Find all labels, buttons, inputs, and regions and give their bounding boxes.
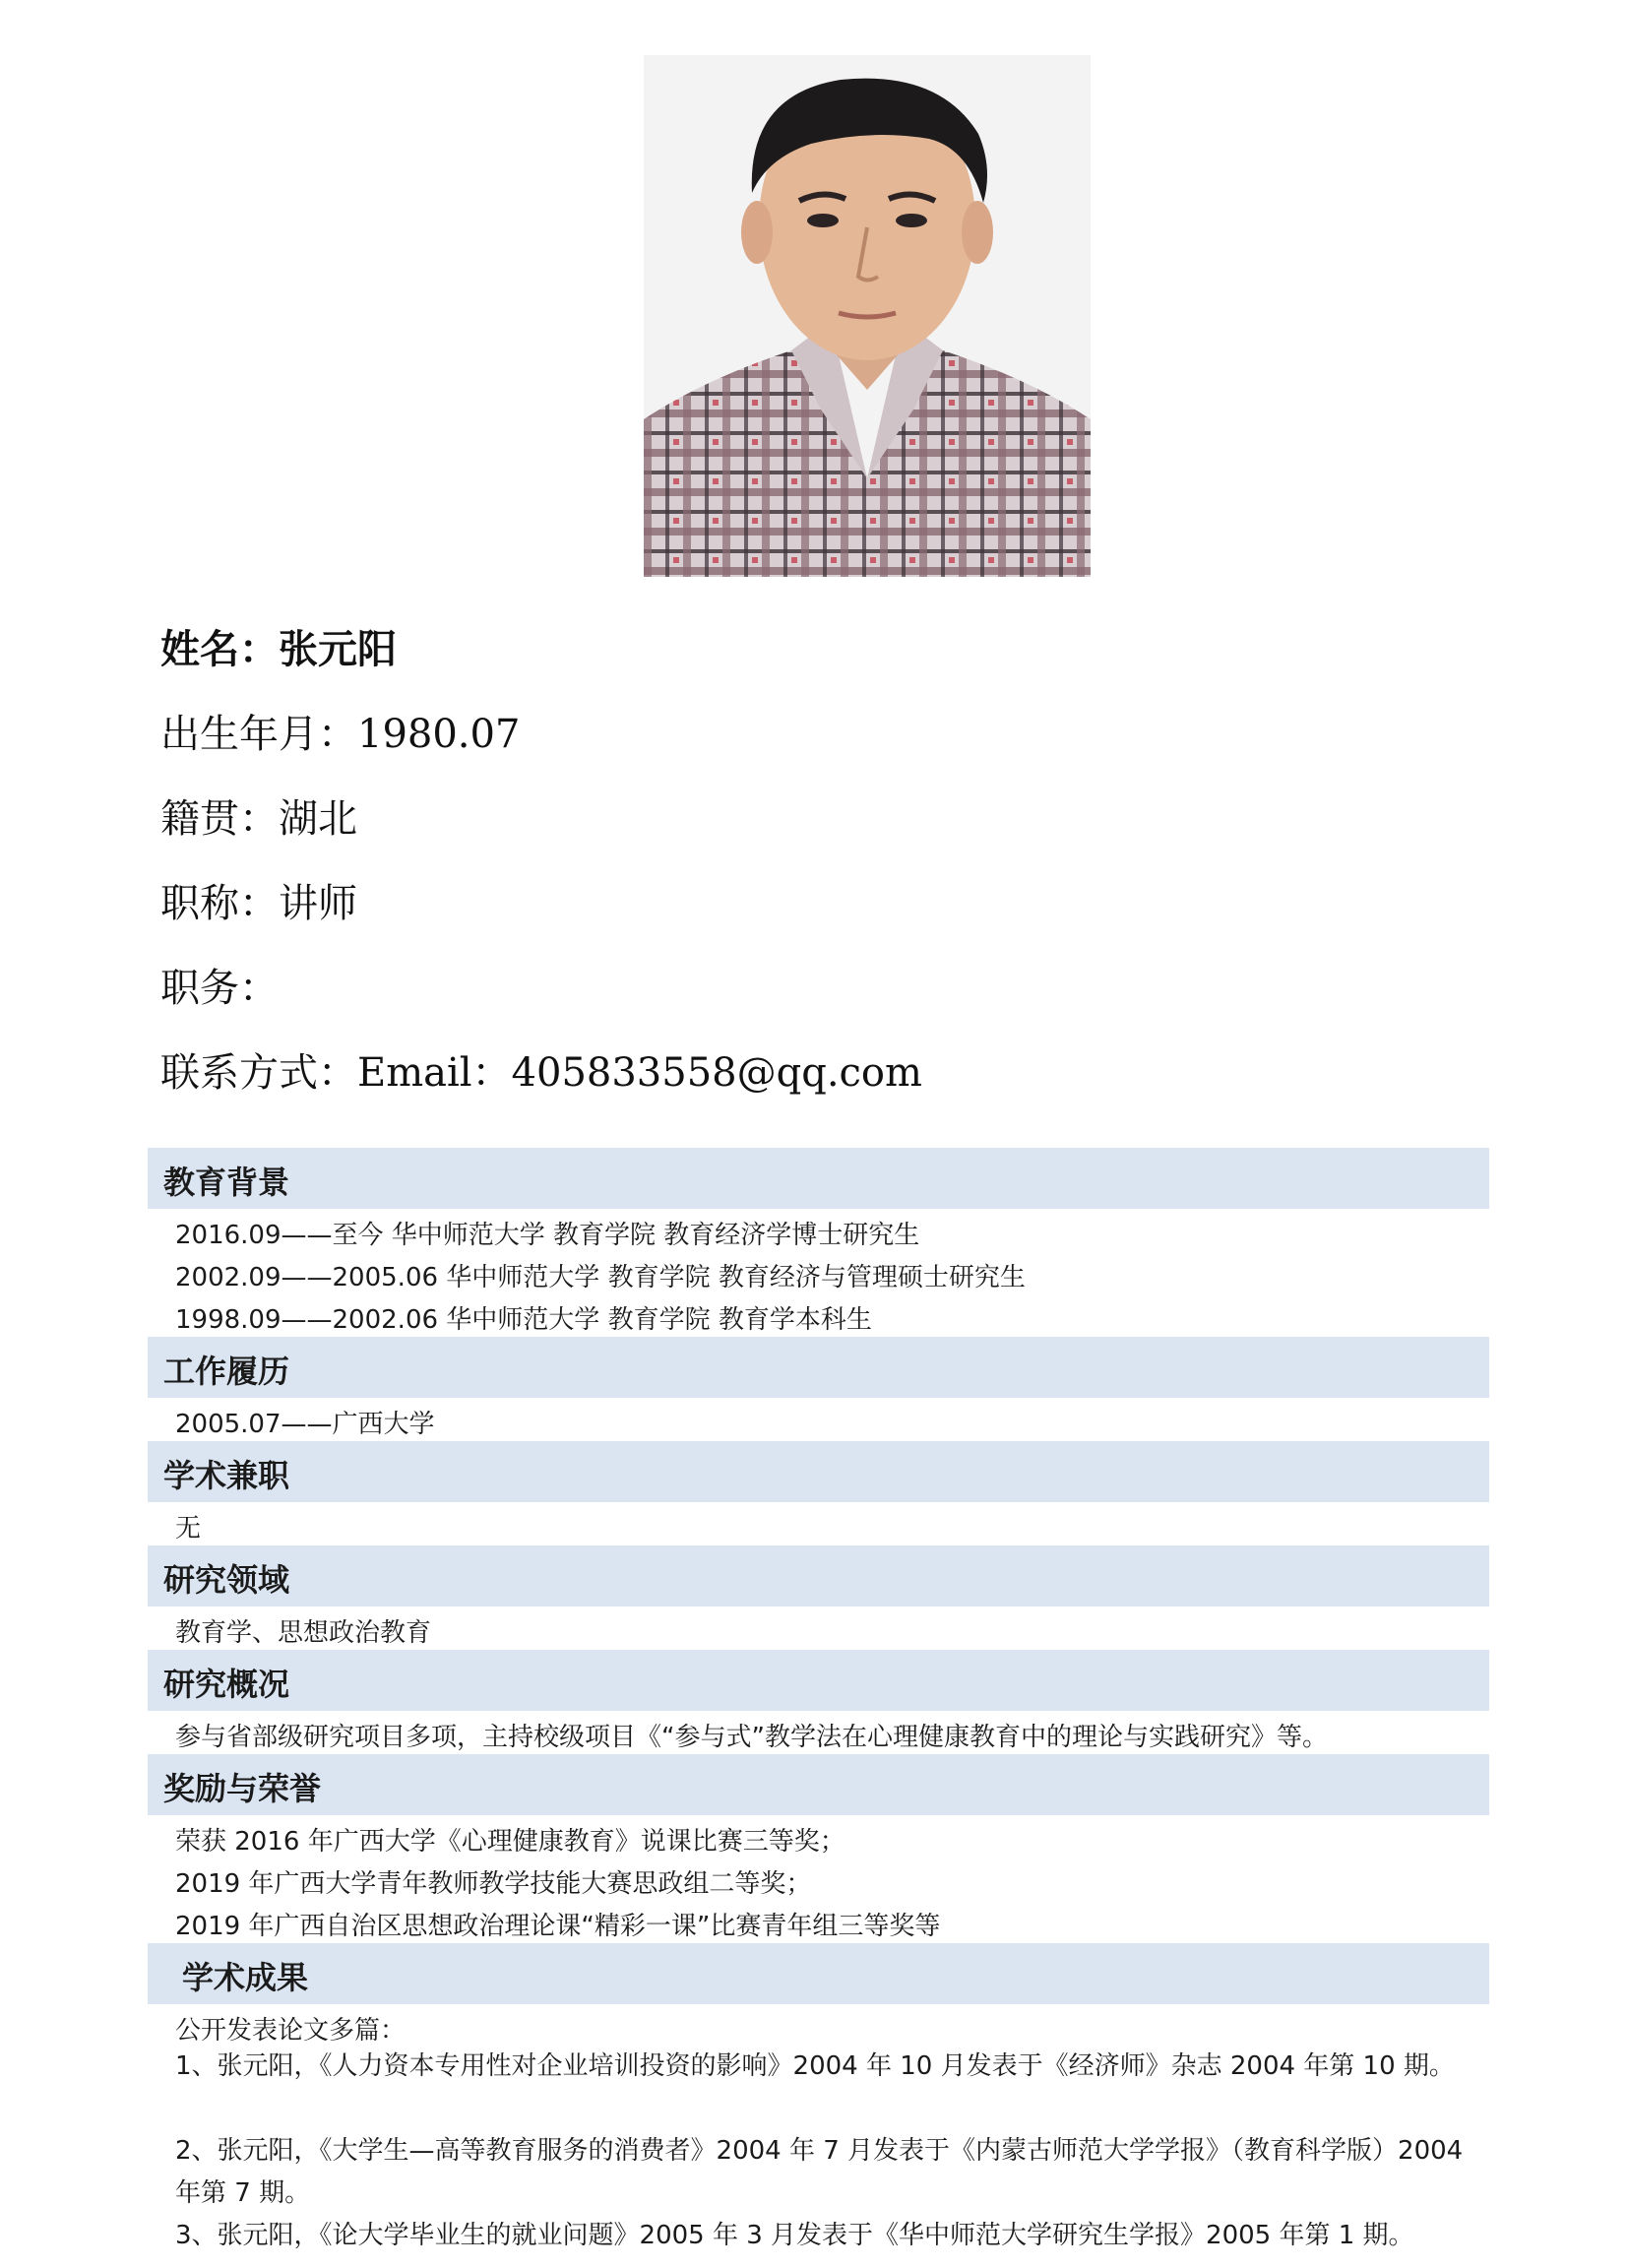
academic-posts-line: 无 — [175, 1514, 202, 1544]
name-line: 姓名：张元阳 — [160, 626, 397, 672]
section-research-overview — [148, 1650, 1489, 1711]
award-line: 2019 年广西大学青年教师教学技能大赛思政组二等奖； — [175, 1869, 812, 1899]
birth-line: 出生年月：1980.07 — [160, 712, 521, 757]
title-line: 职称：讲师 — [160, 881, 357, 926]
education-line: 1998.09——2002.06 华中师范大学 教育学院 教育学本科生 — [175, 1305, 872, 1335]
section-education — [148, 1148, 1489, 1209]
origin-line: 籍贯：湖北 — [160, 796, 357, 842]
section-title: 教育背景 — [163, 1164, 290, 1201]
contact-line: 联系方式：Email：405833558@qq.com — [160, 1050, 922, 1096]
publication-item: 1、张元阳，《人力资本专用性对企业培训投资的影响》2004 年 10 月发表于《经济师》杂志 2004 年第 10 期。 — [175, 2051, 1455, 2081]
section-research-fields — [148, 1545, 1489, 1606]
publication-item: 3、张元阳，《论大学毕业生的就业问题》2005 年 3 月发表于《华中师范大学研究生学报》2005 年第 1 期。 — [175, 2221, 1414, 2250]
award-line: 荣获 2016 年广西大学《心理健康教育》说课比赛三等奖； — [175, 1827, 845, 1857]
section-achievements — [148, 1943, 1489, 2004]
achievements-intro: 公开发表论文多篇： — [175, 2016, 407, 2046]
section-title: 奖励与荣誉 — [163, 1770, 322, 1807]
section-title: 学术成果 — [182, 1959, 309, 1996]
section-work — [148, 1337, 1489, 1398]
section-title: 研究领域 — [163, 1561, 290, 1599]
publication-item: 2、张元阳，《大学生—高等教育服务的消费者》2004 年 7 月发表于《内蒙古师范大学学报》（教育科学版）2004 年第 7 期。 — [175, 2136, 1464, 2208]
work-line: 2005.07——广西大学 — [175, 1410, 435, 1439]
award-line: 2019 年广西自治区思想政治理论课“精彩一课”比赛青年组三等奖等 — [175, 1912, 941, 1941]
section-title: 工作履历 — [163, 1353, 290, 1390]
section-title: 学术兼职 — [163, 1457, 290, 1494]
research-fields-line: 教育学、思想政治教育 — [175, 1618, 432, 1648]
education-line: 2002.09——2005.06 华中师范大学 教育学院 教育经济与管理硕士研究生 — [175, 1263, 1026, 1292]
research-overview-line: 参与省部级研究项目多项，主持校级项目《“参与式”教学法在心理健康教育中的理论与实践研究》等。 — [175, 1723, 1328, 1752]
profile-photo — [644, 55, 1091, 577]
position-line: 职务： — [160, 966, 279, 1011]
section-awards — [148, 1754, 1489, 1815]
education-line: 2016.09——至今 华中师范大学 教育学院 教育经济学博士研究生 — [175, 1221, 920, 1250]
section-academic-posts — [148, 1441, 1489, 1502]
section-title: 研究概况 — [163, 1666, 290, 1703]
